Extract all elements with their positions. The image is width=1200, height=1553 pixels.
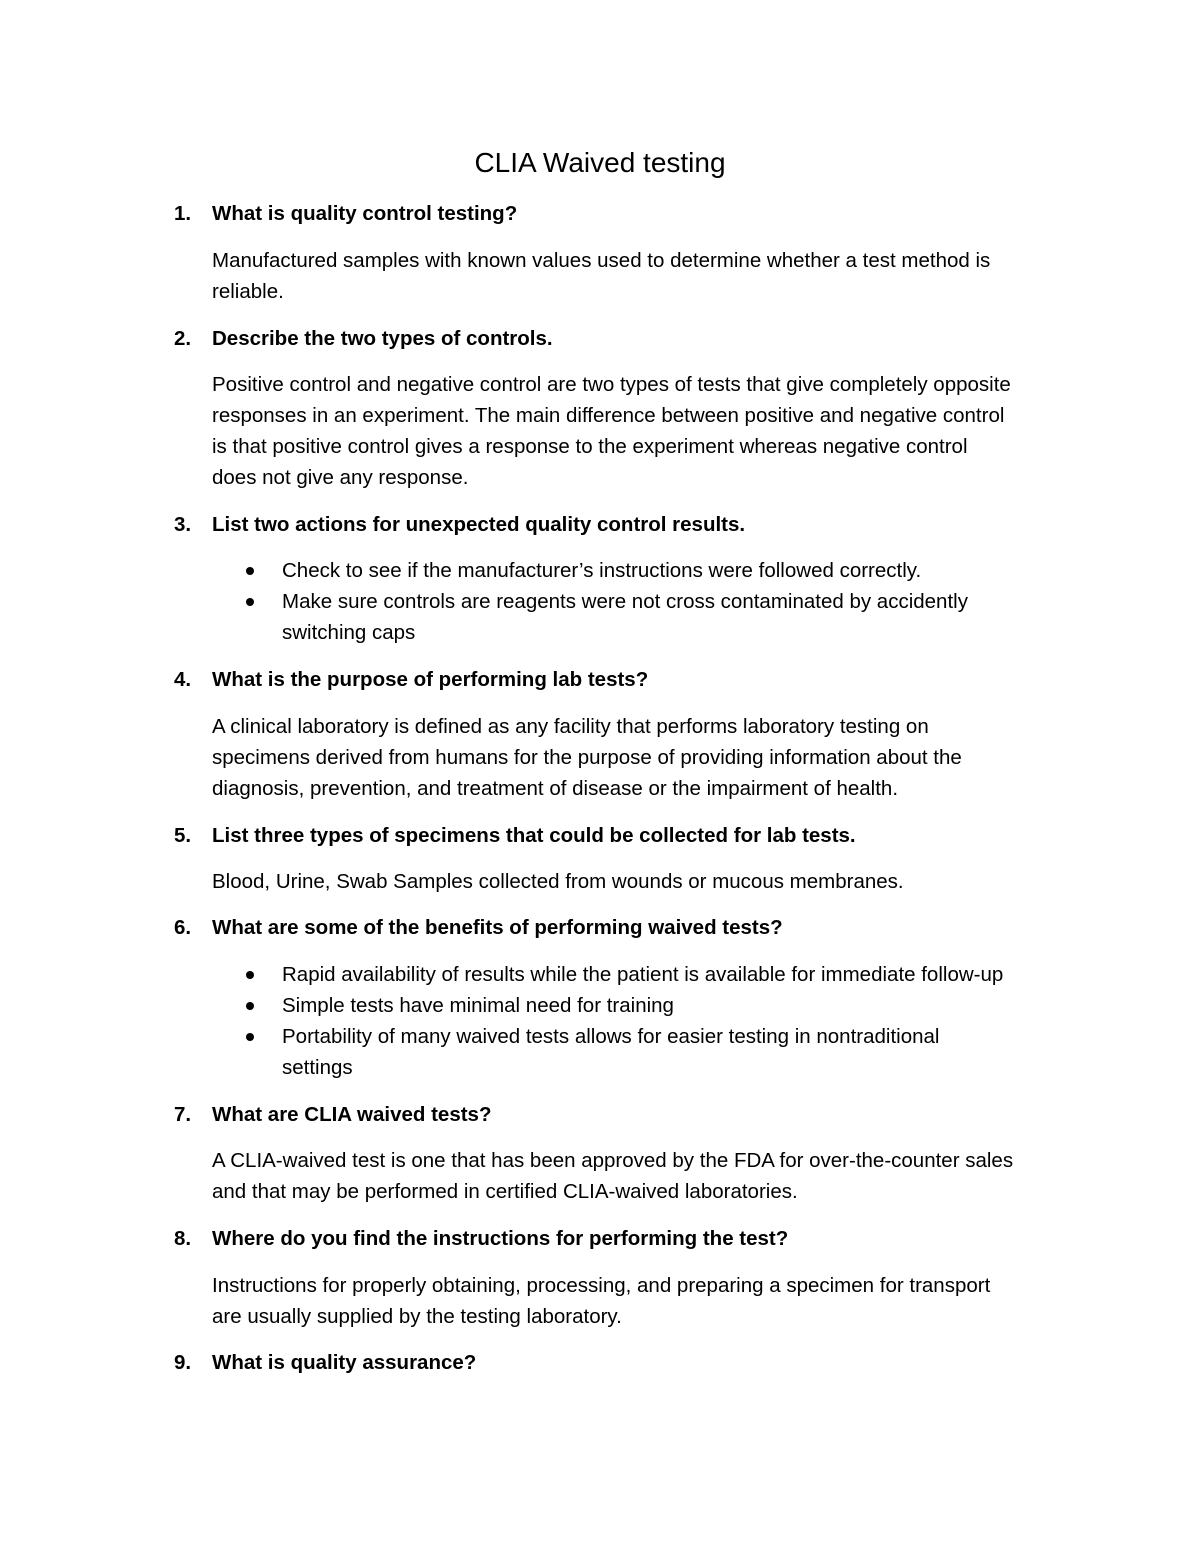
question-number: 7. bbox=[174, 1103, 192, 1126]
answer-8: Instructions for properly obtaining, processing, and preparing a specimen for transport are usually supplied by the testing laboratory. bbox=[212, 1274, 991, 1328]
question-8 bbox=[174, 1223, 1074, 1254]
question-7 bbox=[174, 1099, 1074, 1130]
question-text: What are some of the benefits of performing waived tests? bbox=[212, 916, 783, 939]
question-number: 2. bbox=[174, 327, 192, 350]
bullet-icon bbox=[246, 971, 254, 979]
bullet-icon bbox=[246, 567, 254, 575]
question-text: What is quality assurance? bbox=[212, 1351, 477, 1374]
question-number: 3. bbox=[174, 513, 192, 536]
question-3 bbox=[174, 509, 1074, 540]
question-number: 4. bbox=[174, 668, 192, 691]
question-text: What is quality control testing? bbox=[212, 202, 518, 225]
list-item: Make sure controls are reagents were not cross contaminated by accidently switching caps bbox=[212, 586, 1082, 648]
question-number: 8. bbox=[174, 1227, 192, 1250]
question-text: List three types of specimens that could be collected for lab tests. bbox=[212, 824, 856, 847]
question-4 bbox=[174, 664, 1074, 695]
answer-7: A CLIA-waived test is one that has been approved by the FDA for over-the-counter sales and that may be performed in certified CLIA-waived laboratories. bbox=[212, 1149, 1014, 1203]
question-number: 1. bbox=[174, 202, 192, 225]
question-1 bbox=[174, 198, 1074, 229]
question-text: Describe the two types of controls. bbox=[212, 327, 553, 350]
answer-5: Blood, Urine, Swab Samples collected from wounds or mucous membranes. bbox=[212, 870, 904, 893]
list-item: Portability of many waived tests allows for easier testing in nontraditional settings bbox=[212, 1021, 1082, 1083]
question-number: 6. bbox=[174, 916, 192, 939]
bullet-icon bbox=[246, 598, 254, 606]
answer-1: Manufactured samples with known values used to determine whether a test method is reliable. bbox=[212, 249, 991, 303]
question-text: List two actions for unexpected quality control results. bbox=[212, 513, 746, 536]
question-text: What is the purpose of performing lab tests? bbox=[212, 668, 649, 691]
list-item: Rapid availability of results while the patient is available for immediate follow-up bbox=[212, 959, 1082, 990]
answer-2: Positive control and negative control are two types of tests that give completely opposite responses in an experiment. The main difference between positive and negative control is that positive control gives a response to the experiment whereas negative control does not give any response. bbox=[212, 373, 1011, 489]
bullet-icon bbox=[246, 1002, 254, 1010]
question-5 bbox=[174, 820, 1074, 851]
question-number: 9. bbox=[174, 1351, 192, 1374]
list-item: Check to see if the manufacturer’s instructions were followed correctly. bbox=[212, 555, 1082, 586]
answer-6-list bbox=[212, 959, 1082, 1083]
bullet-icon bbox=[246, 1033, 254, 1041]
question-9 bbox=[174, 1347, 1074, 1378]
question-6 bbox=[174, 912, 1074, 943]
question-2 bbox=[174, 323, 1074, 354]
answer-3-list bbox=[212, 555, 1082, 648]
question-number: 5. bbox=[174, 824, 192, 847]
question-text: What are CLIA waived tests? bbox=[212, 1103, 492, 1126]
list-item: Simple tests have minimal need for training bbox=[212, 990, 1082, 1021]
question-text: Where do you find the instructions for performing the test? bbox=[212, 1227, 789, 1250]
page-title: CLIA Waived testing bbox=[474, 147, 726, 178]
answer-4: A clinical laboratory is defined as any facility that performs laboratory testing on specimens derived from humans for the purpose of providing information about the diagnosis, prevention, and treatment of disease or the impairment of health. bbox=[212, 715, 962, 800]
